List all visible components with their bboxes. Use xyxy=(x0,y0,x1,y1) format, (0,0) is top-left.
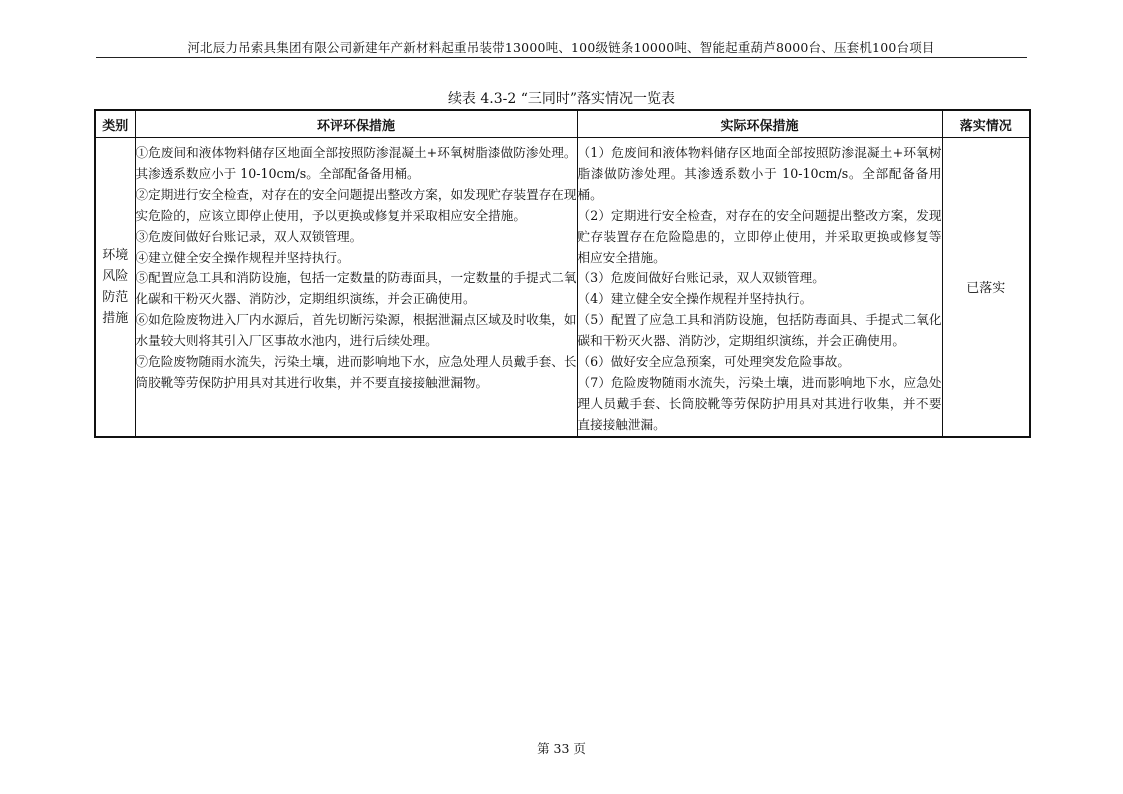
actual-item: （4）建立健全安全操作规程并坚持执行。 xyxy=(577,291,813,307)
eia-item: ⑤配置应急工具和消防设施，包括一定数量的防毒面具，一定数量的手提式二氧化碳和干粉灭火器、消防沙，定期组织演练，并会正确使用。 xyxy=(135,270,577,307)
eia-measures-cell xyxy=(135,138,577,437)
implementation-table xyxy=(94,109,1031,438)
table-row xyxy=(95,138,1030,437)
eia-item: ⑥如危险废物进入厂内水源后，首先切断污染源，根据泄漏点区域及时收集，如水量较大则将其引入厂区事故水池内，进行后续处理。 xyxy=(135,312,577,349)
actual-item: （7）危险废物随雨水流失，污染土壤，进而影响地下水，应急处理人员戴手套、长筒胶靴等劳保防护用具对其进行收集，并不要直接接触泄漏。 xyxy=(577,374,942,432)
status-cell: 已落实 xyxy=(942,138,1030,437)
actual-measures-cell xyxy=(577,138,942,437)
actual-item: （5）配置了应急工具和消防设施，包括防毒面具、手提式二氧化碳和干粉灭火器、消防沙，定期组织演练，并会正确使用。 xyxy=(577,312,942,349)
category-cell xyxy=(95,138,135,437)
actual-item: （6）做好安全应急预案，可处理突发危险事故。 xyxy=(577,354,850,370)
category-line: 风险 xyxy=(102,268,129,284)
category-line: 防范 xyxy=(102,289,129,305)
header-rule xyxy=(96,57,1027,58)
header-category: 类别 xyxy=(95,110,135,138)
eia-item: ①危废间和液体物料储存区地面全部按照防渗混凝土+环氧树脂漆做防渗处理。其渗透系数应小于 10-10cm/s。全部配备备用桶。 xyxy=(135,145,577,181)
eia-item: ②定期进行安全检查，对存在的安全问题提出整改方案，如发现贮存装置存在现实危险的，应该立即停止使用，予以更换或修复并采取相应安全措施。 xyxy=(135,186,577,223)
header-actual-measures: 实际环保措施 xyxy=(577,110,942,138)
category-line: 环境 xyxy=(102,247,129,263)
actual-item: （3）危废间做好台账记录，双人双锁管理。 xyxy=(577,270,825,286)
eia-item: ③危废间做好台账记录，双人双锁管理。 xyxy=(135,228,363,244)
table-caption: 续表 4.3-2 “三同时”落实情况一览表 xyxy=(447,91,676,107)
document-header: 河北辰力吊索具集团有限公司新建年产新材料起重吊装带13000吨、100级链条10000吨、智能起重葫芦8000台、压套机100台项目 xyxy=(187,40,935,55)
table-header-row xyxy=(95,110,1030,138)
page-number: 第 33 页 xyxy=(537,741,586,756)
header-status: 落实情况 xyxy=(942,110,1030,138)
actual-item: （2）定期进行安全检查，对存在的安全问题提出整改方案，发现贮存装置存在危险隐患的，立即停止使用，并采取更换或修复等相应安全措施。 xyxy=(577,207,942,265)
category-line: 措施 xyxy=(102,310,129,326)
eia-item: ④建立健全安全操作规程并坚持执行。 xyxy=(135,249,350,265)
actual-item: （1）危废间和液体物料储存区地面全部按照防渗混凝土+环氧树脂漆做防渗处理。其渗透系数小于 10-10cm/s。全部配备备用桶。 xyxy=(577,145,942,202)
eia-item: ⑦危险废物随雨水流失，污染土壤，进而影响地下水，应急处理人员戴手套、长筒胶靴等劳保防护用具对其进行收集，并不要直接接触泄漏物。 xyxy=(135,354,577,390)
header-eia-measures: 环评环保措施 xyxy=(135,110,577,138)
